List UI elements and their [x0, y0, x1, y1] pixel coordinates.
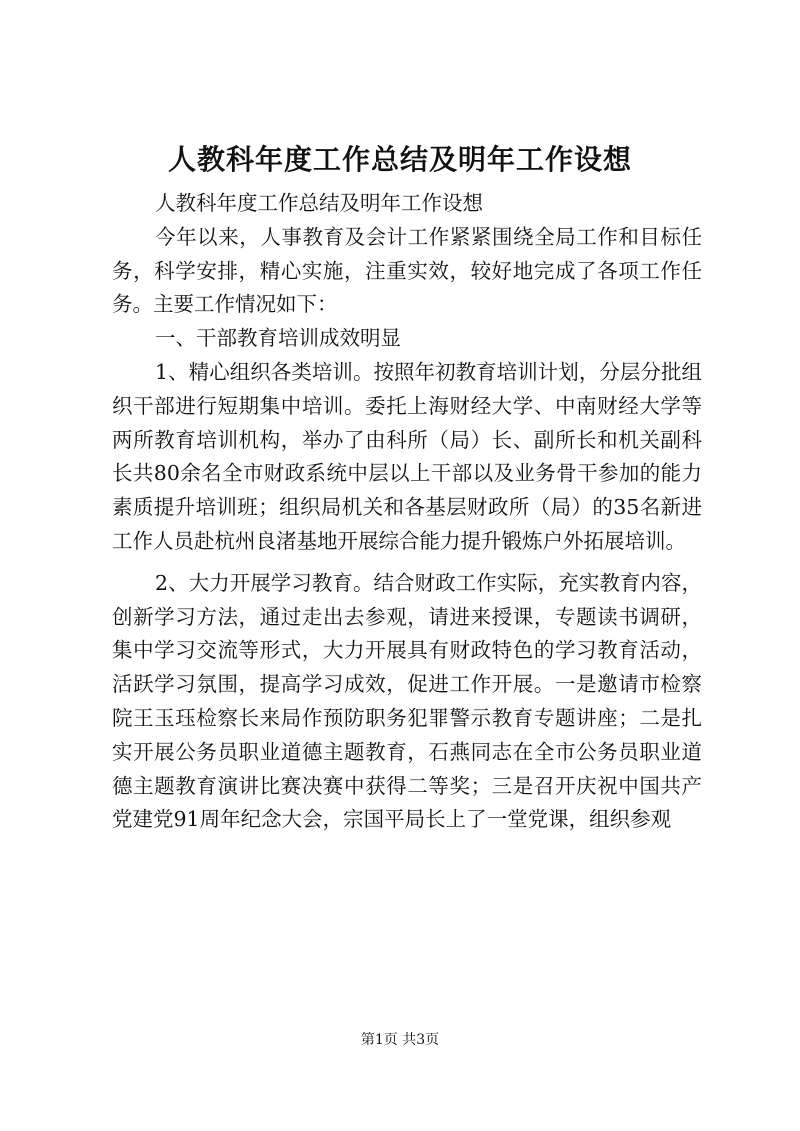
document-title: 人教科年度工作总结及明年工作设想	[167, 143, 632, 176]
page-footer: 第1页 共3页	[360, 1032, 440, 1048]
subtitle-paragraph: 人教科年度工作总结及明年工作设想	[155, 191, 484, 215]
section-heading: 一、干部教育培训成效明显	[155, 326, 402, 351]
document-body	[112, 187, 702, 837]
study-paragraph: 2、大力开展学习教育。结合财政工作实际，充实教育内容，创新学习方法，通过走出去参观，请进来授课，专题读书调研，集中学习交流等形式，大力开展具有财政特色的学习教育活动，活跃学习氛围，提高学习成效，促进工作开展。一是邀请市检察院王玉珏检察长来局作预防职务犯罪警示教育专题讲座；二是扎实开展公务员职业道德主题教育，石燕同志在全市公务员职业道德主题教育演讲比赛决赛中获得二等奖；三是召开庆祝中国共产党建党91周年纪念大会，宗国平局长上了一堂党课，组织参观	[112, 570, 702, 832]
intro-paragraph: 今年以来，人事教育及会计工作紧紧围绕全局工作和目标任务，科学安排，精心实施，注重实效，较好地完成了各项工作任务。主要工作情况如下：	[112, 224, 702, 317]
training-paragraph: 1、精心组织各类培训。按照年初教育培训计划，分层分批组织干部进行短期集中培训。委托上海财经大学、中南财经大学等两所教育培训机构，举办了由科所（局）长、副所长和机关副科长共80余名全市财政系统中层以上干部以及业务骨干参加的能力素质提升培训班；组织局机关和各基层财政所（局）的35名新进工作人员赴杭州良渚基地开展综合能力提升锻炼户外拓展培训。	[112, 359, 702, 553]
